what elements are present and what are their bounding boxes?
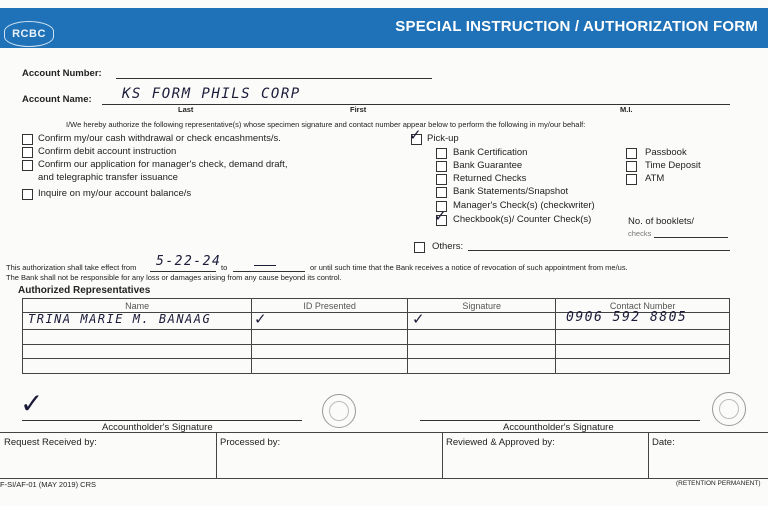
signature-line-left[interactable] <box>22 420 302 421</box>
rep-signature-cell[interactable] <box>408 313 556 330</box>
account-number-field[interactable] <box>116 78 432 79</box>
booklets-count-field[interactable] <box>654 237 728 238</box>
confirm-application-label: Confirm our application for manager's check, demand draft, <box>38 159 288 170</box>
account-name-label: Account Name: <box>22 94 92 105</box>
approved-by-cell[interactable] <box>442 433 649 478</box>
bank-certification-label: Bank Certification <box>453 147 528 158</box>
confirm-debit-checkbox[interactable] <box>22 147 33 158</box>
reps-title: Authorized Representatives <box>18 285 151 296</box>
inquire-balance-label: Inquire on my/our account balance/s <box>38 188 192 199</box>
inquire-balance-checkbox[interactable] <box>22 189 33 200</box>
bank-statements-label: Bank Statements/Snapshot <box>453 186 569 197</box>
checks-label: checks <box>628 229 652 238</box>
rep-contact-value: 0906 592 8805 <box>566 310 688 325</box>
effect-suffix: or until such time that the Bank receives a notice of revocation of such appointment from me/us. <box>310 263 628 272</box>
signature-verified-seal-right-icon <box>712 392 746 426</box>
col-id-header: ID Presented <box>252 299 408 313</box>
effect-from-value: 5-22-24 <box>156 254 222 269</box>
form-title: SPECIAL INSTRUCTION / AUTHORIZATION FORM <box>395 18 758 35</box>
processing-footer <box>0 432 768 479</box>
request-received-label: Request Received by: <box>4 437 97 448</box>
account-number-label: Account Number: <box>22 68 102 79</box>
confirm-debit-label: Confirm debit account instruction <box>38 146 177 157</box>
form-header <box>0 8 768 48</box>
accountholder-signature-label-left: Accountholder's Signature <box>102 422 213 433</box>
accountholder-signature-label-right: Accountholder's Signature <box>503 422 614 433</box>
table-row <box>23 330 730 345</box>
processed-by-cell[interactable] <box>216 433 443 478</box>
col-contact-header: Contact Number <box>556 299 730 313</box>
confirm-application-checkbox[interactable] <box>22 160 33 171</box>
authorization-intro: I/We hereby authorize the following representative(s) whose specimen signature and contact number appear below to perform the following in my/our behalf: <box>66 120 586 129</box>
atm-checkbox[interactable] <box>626 174 637 185</box>
effect-prefix: This authorization shall take effect from <box>6 263 137 272</box>
approved-by-label: Reviewed & Approved by: <box>446 437 555 448</box>
effect-to-dash <box>254 265 276 266</box>
retention-note: (RETENTION PERMANENT) <box>676 480 761 487</box>
confirm-withdrawal-checkbox[interactable] <box>22 134 33 145</box>
date-label: Date: <box>652 437 675 448</box>
bank-statements-checkbox[interactable] <box>436 187 447 198</box>
effect-to-field[interactable] <box>233 271 305 272</box>
rep-id-cell[interactable] <box>252 313 408 330</box>
managers-check-label: Manager's Check(s) (checkwriter) <box>453 200 595 211</box>
pickup-checkmark-icon: ✓ <box>409 127 422 144</box>
account-name-field[interactable] <box>102 104 730 105</box>
effect-from-field[interactable] <box>150 271 216 272</box>
id-presented-checkmark-icon: ✓ <box>254 311 267 328</box>
account-name-value: KS FORM PHILS CORP <box>122 86 301 102</box>
col-signature-header: Signature <box>408 299 556 313</box>
others-checkbox[interactable] <box>414 242 425 253</box>
last-name-sublabel: Last <box>178 105 194 114</box>
others-field[interactable] <box>468 250 730 251</box>
returned-checks-label: Returned Checks <box>453 173 527 184</box>
table-row <box>23 345 730 359</box>
bank-disclaimer: The Bank shall not be responsible for any loss or damages arising from any cause beyond its control. <box>6 273 342 282</box>
bank-guarantee-label: Bank Guarantee <box>453 160 523 171</box>
pickup-label: Pick-up <box>427 133 459 144</box>
col-name-header: Name <box>23 299 252 313</box>
passbook-checkbox[interactable] <box>626 148 637 159</box>
signature-line-right[interactable] <box>420 420 700 421</box>
first-name-sublabel: First <box>350 105 367 114</box>
atm-label: ATM <box>645 173 665 184</box>
table-row <box>23 359 730 374</box>
effect-to-label: to <box>221 263 228 272</box>
request-received-cell[interactable] <box>0 433 217 478</box>
time-deposit-label: Time Deposit <box>645 160 701 171</box>
processed-by-label: Processed by: <box>220 437 281 448</box>
confirm-application-label-2: and telegraphic transfer issuance <box>38 172 178 183</box>
checkbook-label: Checkbook(s)/ Counter Check(s) <box>453 214 592 225</box>
booklets-label: No. of booklets/ <box>628 216 695 227</box>
middle-initial-sublabel: M.I. <box>620 105 633 114</box>
accountholder-signature-mark-icon: ✓ <box>20 388 44 419</box>
rep-name-value: TRINA MARIE M. BANAAG <box>28 312 212 326</box>
date-cell[interactable] <box>648 433 767 478</box>
others-label: Others: <box>432 241 464 252</box>
bank-certification-checkbox[interactable] <box>436 148 447 159</box>
rcbc-logo: RCBC <box>4 21 54 47</box>
time-deposit-checkbox[interactable] <box>626 161 637 172</box>
confirm-withdrawal-label: Confirm my/our cash withdrawal or check encashments/s. <box>38 133 281 144</box>
signature-verified-seal-icon <box>322 394 356 428</box>
bank-guarantee-checkbox[interactable] <box>436 161 447 172</box>
checkbook-checkmark-icon: ✓ <box>434 208 447 225</box>
signature-checkmark-icon: ✓ <box>412 311 425 328</box>
form-code: F-SI/AF-01 (MAY 2019) CRS <box>0 480 96 489</box>
returned-checks-checkbox[interactable] <box>436 174 447 185</box>
passbook-label: Passbook <box>645 147 687 158</box>
